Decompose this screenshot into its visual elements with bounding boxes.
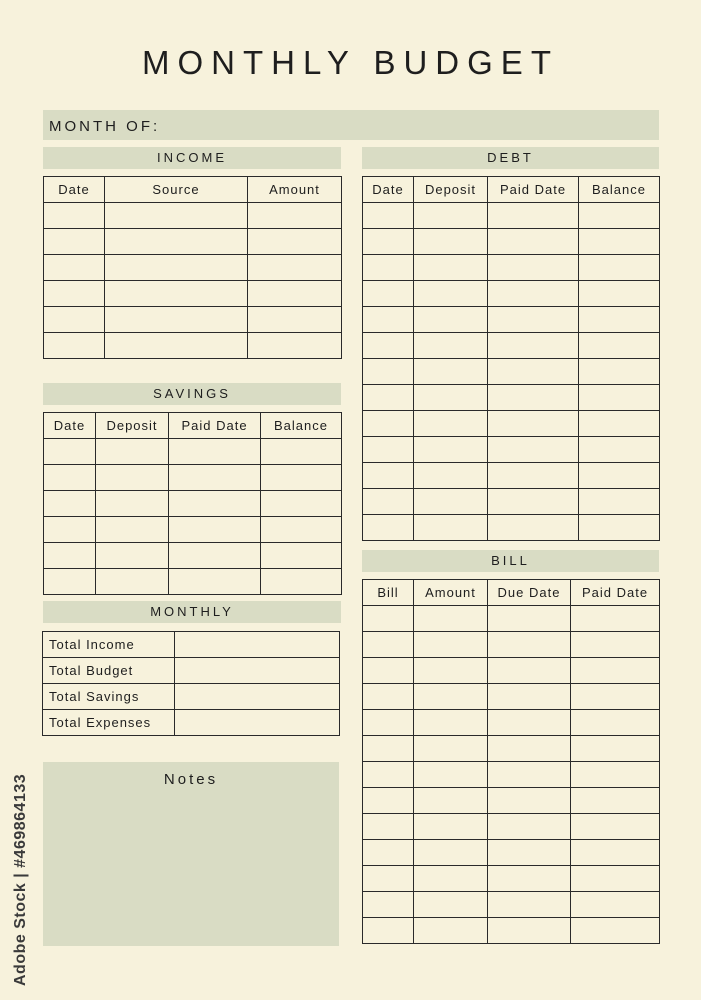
entry-cell[interactable] — [488, 281, 579, 307]
entry-cell[interactable] — [571, 866, 660, 892]
entry-cell[interactable] — [363, 606, 414, 632]
debt-col-paid-date: Paid Date — [488, 177, 579, 203]
entry-cell[interactable] — [488, 840, 571, 866]
entry-cell[interactable] — [44, 439, 96, 465]
income-header — [43, 147, 341, 169]
entry-cell[interactable] — [363, 203, 414, 229]
entry-cell[interactable] — [579, 359, 660, 385]
entry-cell[interactable] — [248, 333, 342, 359]
entry-cell[interactable] — [488, 814, 571, 840]
entry-row — [44, 255, 342, 281]
entry-cell[interactable] — [363, 710, 414, 736]
entry-row — [363, 658, 660, 684]
entry-cell[interactable] — [571, 632, 660, 658]
entry-cell[interactable] — [169, 517, 261, 543]
entry-cell[interactable] — [414, 255, 488, 281]
entry-row — [44, 465, 342, 491]
entry-cell[interactable] — [261, 439, 342, 465]
entry-cell[interactable] — [571, 840, 660, 866]
entry-row — [44, 333, 342, 359]
entry-cell[interactable] — [169, 569, 261, 595]
month-label: MONTH OF: — [49, 118, 161, 135]
income-header-row — [44, 177, 342, 203]
entry-cell[interactable] — [579, 281, 660, 307]
entry-cell[interactable] — [363, 918, 414, 944]
savings-header — [43, 383, 341, 405]
monthly-heading: MONTHLY — [150, 604, 234, 619]
entry-row — [363, 463, 660, 489]
debt-col-balance: Balance — [579, 177, 660, 203]
entry-cell[interactable] — [248, 229, 342, 255]
bill-table — [362, 579, 660, 944]
entry-cell[interactable] — [488, 333, 579, 359]
month-bar — [43, 110, 659, 140]
entry-row — [363, 489, 660, 515]
entry-cell[interactable] — [105, 307, 248, 333]
entry-cell[interactable] — [414, 606, 488, 632]
entry-cell[interactable] — [488, 229, 579, 255]
entry-cell[interactable] — [363, 229, 414, 255]
entry-row — [363, 385, 660, 411]
entry-row — [44, 439, 342, 465]
bill-col-bill: Bill — [363, 580, 414, 606]
entry-cell[interactable] — [105, 229, 248, 255]
entry-row — [363, 892, 660, 918]
entry-cell[interactable] — [363, 359, 414, 385]
entry-cell[interactable] — [363, 281, 414, 307]
summary-row — [43, 710, 340, 736]
entry-cell[interactable] — [363, 385, 414, 411]
entry-row — [363, 840, 660, 866]
entry-cell[interactable] — [363, 658, 414, 684]
entry-cell[interactable] — [363, 489, 414, 515]
bill-col-due-date: Due Date — [488, 580, 571, 606]
entry-cell[interactable] — [579, 307, 660, 333]
entry-cell[interactable] — [363, 840, 414, 866]
entry-cell[interactable] — [579, 255, 660, 281]
savings-col-paid-date: Paid Date — [169, 413, 261, 439]
entry-cell[interactable] — [261, 543, 342, 569]
entry-cell[interactable] — [248, 255, 342, 281]
entry-cell[interactable] — [571, 814, 660, 840]
entry-row — [44, 229, 342, 255]
total-expenses-label: Total Expenses — [43, 710, 175, 736]
entry-cell[interactable] — [571, 762, 660, 788]
entry-cell[interactable] — [248, 281, 342, 307]
bill-header — [362, 550, 659, 572]
entry-cell[interactable] — [571, 892, 660, 918]
entry-cell[interactable] — [414, 385, 488, 411]
entry-cell[interactable] — [571, 710, 660, 736]
entry-cell[interactable] — [169, 491, 261, 517]
entry-cell[interactable] — [248, 203, 342, 229]
summary-row — [43, 658, 340, 684]
entry-cell[interactable] — [363, 892, 414, 918]
stock-id-watermark: Adobe Stock | #469864133 — [12, 773, 29, 986]
entry-cell[interactable] — [488, 411, 579, 437]
entry-cell[interactable] — [44, 491, 96, 517]
summary-row — [43, 632, 340, 658]
entry-cell[interactable] — [363, 333, 414, 359]
entry-cell[interactable] — [414, 684, 488, 710]
entry-cell[interactable] — [571, 684, 660, 710]
entry-cell[interactable] — [363, 463, 414, 489]
entry-cell[interactable] — [579, 385, 660, 411]
entry-cell[interactable] — [414, 814, 488, 840]
monthly-header — [43, 601, 341, 623]
entry-cell[interactable] — [44, 465, 96, 491]
entry-cell[interactable] — [488, 658, 571, 684]
entry-cell[interactable] — [579, 229, 660, 255]
entry-cell[interactable] — [488, 632, 571, 658]
entry-row — [363, 203, 660, 229]
savings-col-deposit: Deposit — [96, 413, 169, 439]
entry-cell[interactable] — [414, 918, 488, 944]
entry-cell[interactable] — [363, 736, 414, 762]
entry-cell[interactable] — [579, 463, 660, 489]
entry-cell[interactable] — [414, 489, 488, 515]
entry-cell[interactable] — [414, 658, 488, 684]
entry-cell[interactable] — [169, 543, 261, 569]
entry-cell[interactable] — [414, 333, 488, 359]
summary-row — [43, 684, 340, 710]
page-title: MONTHLY BUDGET — [142, 44, 559, 81]
entry-cell[interactable] — [488, 866, 571, 892]
entry-row — [363, 684, 660, 710]
debt-heading: DEBT — [487, 150, 534, 165]
debt-col-date: Date — [363, 177, 414, 203]
notes-box[interactable] — [43, 762, 339, 946]
debt-header — [362, 147, 659, 169]
income-table — [43, 176, 342, 359]
total-budget-label: Total Budget — [43, 658, 175, 684]
entry-cell[interactable] — [579, 203, 660, 229]
entry-cell[interactable] — [261, 569, 342, 595]
entry-cell[interactable] — [414, 762, 488, 788]
entry-row — [44, 307, 342, 333]
savings-header-row — [44, 413, 342, 439]
entry-cell[interactable] — [579, 489, 660, 515]
entry-cell[interactable] — [488, 307, 579, 333]
entry-row — [363, 606, 660, 632]
entry-cell[interactable] — [363, 866, 414, 892]
bill-col-amount: Amount — [414, 580, 488, 606]
notes-label: Notes — [163, 771, 219, 788]
income-col-source: Source — [105, 177, 248, 203]
entry-row — [363, 307, 660, 333]
entry-row — [363, 359, 660, 385]
entry-row — [44, 517, 342, 543]
entry-row — [44, 281, 342, 307]
total-income-label: Total Income — [43, 632, 175, 658]
bill-heading: BILL — [491, 553, 530, 568]
debt-header-row — [363, 177, 660, 203]
entry-cell[interactable] — [363, 437, 414, 463]
debt-table — [362, 176, 660, 541]
entry-cell[interactable] — [44, 281, 105, 307]
bill-header-row — [363, 580, 660, 606]
entry-cell[interactable] — [96, 491, 169, 517]
entry-cell[interactable] — [363, 684, 414, 710]
entry-cell[interactable] — [363, 255, 414, 281]
entry-cell[interactable] — [488, 892, 571, 918]
entry-cell[interactable] — [414, 736, 488, 762]
entry-cell[interactable] — [44, 517, 96, 543]
entry-cell[interactable] — [105, 255, 248, 281]
entry-cell[interactable] — [169, 439, 261, 465]
entry-cell[interactable] — [105, 203, 248, 229]
bill-col-paid-date: Paid Date — [571, 580, 660, 606]
savings-col-date: Date — [44, 413, 96, 439]
income-col-date: Date — [44, 177, 105, 203]
entry-cell[interactable] — [488, 359, 579, 385]
total-savings-value[interactable] — [175, 684, 340, 710]
entry-row — [363, 229, 660, 255]
entry-cell[interactable] — [488, 918, 571, 944]
entry-cell[interactable] — [363, 307, 414, 333]
entry-cell[interactable] — [579, 333, 660, 359]
entry-row — [363, 866, 660, 892]
entry-cell[interactable] — [44, 307, 105, 333]
entry-row — [363, 515, 660, 541]
entry-cell[interactable] — [488, 762, 571, 788]
entry-row — [363, 710, 660, 736]
entry-cell[interactable] — [248, 307, 342, 333]
entry-cell[interactable] — [44, 569, 96, 595]
entry-cell[interactable] — [414, 866, 488, 892]
entry-cell[interactable] — [579, 515, 660, 541]
entry-cell[interactable] — [414, 359, 488, 385]
entry-cell[interactable] — [363, 788, 414, 814]
entry-cell[interactable] — [488, 489, 579, 515]
entry-cell[interactable] — [363, 515, 414, 541]
entry-row — [363, 814, 660, 840]
entry-cell[interactable] — [414, 203, 488, 229]
entry-cell[interactable] — [488, 684, 571, 710]
savings-table — [43, 412, 342, 595]
entry-row — [44, 569, 342, 595]
entry-cell[interactable] — [579, 437, 660, 463]
entry-cell[interactable] — [488, 736, 571, 762]
entry-cell[interactable] — [488, 437, 579, 463]
entry-cell[interactable] — [414, 840, 488, 866]
entry-cell[interactable] — [579, 411, 660, 437]
entry-cell[interactable] — [96, 517, 169, 543]
entry-cell[interactable] — [261, 491, 342, 517]
entry-cell[interactable] — [414, 710, 488, 736]
monthly-summary-table — [42, 631, 340, 736]
entry-cell[interactable] — [414, 307, 488, 333]
entry-cell[interactable] — [261, 517, 342, 543]
entry-cell[interactable] — [363, 762, 414, 788]
entry-cell[interactable] — [414, 229, 488, 255]
entry-cell[interactable] — [571, 918, 660, 944]
entry-cell[interactable] — [169, 465, 261, 491]
total-expenses-value[interactable] — [175, 710, 340, 736]
income-heading: INCOME — [157, 150, 227, 165]
entry-row — [363, 736, 660, 762]
entry-cell[interactable] — [96, 543, 169, 569]
entry-row — [363, 281, 660, 307]
entry-cell[interactable] — [363, 411, 414, 437]
entry-row — [363, 437, 660, 463]
entry-cell[interactable] — [44, 229, 105, 255]
entry-cell[interactable] — [105, 333, 248, 359]
entry-cell[interactable] — [414, 892, 488, 918]
entry-cell[interactable] — [414, 515, 488, 541]
entry-cell[interactable] — [414, 632, 488, 658]
entry-cell[interactable] — [488, 463, 579, 489]
entry-cell[interactable] — [488, 606, 571, 632]
entry-cell[interactable] — [96, 439, 169, 465]
entry-cell[interactable] — [414, 437, 488, 463]
entry-cell[interactable] — [488, 788, 571, 814]
entry-cell[interactable] — [44, 333, 105, 359]
entry-cell[interactable] — [414, 281, 488, 307]
entry-row — [44, 491, 342, 517]
entry-cell[interactable] — [571, 788, 660, 814]
entry-row — [363, 632, 660, 658]
entry-row — [363, 411, 660, 437]
total-budget-value[interactable] — [175, 658, 340, 684]
entry-cell[interactable] — [44, 255, 105, 281]
savings-col-balance: Balance — [261, 413, 342, 439]
debt-col-deposit: Deposit — [414, 177, 488, 203]
income-col-amount: Amount — [248, 177, 342, 203]
entry-cell[interactable] — [571, 658, 660, 684]
entry-cell[interactable] — [488, 385, 579, 411]
entry-cell[interactable] — [488, 515, 579, 541]
entry-cell[interactable] — [488, 203, 579, 229]
entry-cell[interactable] — [261, 465, 342, 491]
entry-row — [44, 203, 342, 229]
entry-cell[interactable] — [363, 814, 414, 840]
entry-cell[interactable] — [44, 543, 96, 569]
entry-cell[interactable] — [488, 710, 571, 736]
total-income-value[interactable] — [175, 632, 340, 658]
entry-cell[interactable] — [363, 632, 414, 658]
entry-row — [363, 918, 660, 944]
entry-cell[interactable] — [488, 255, 579, 281]
entry-row — [363, 788, 660, 814]
entry-cell[interactable] — [44, 203, 105, 229]
entry-cell[interactable] — [571, 736, 660, 762]
entry-row — [363, 762, 660, 788]
entry-cell[interactable] — [414, 411, 488, 437]
entry-row — [363, 255, 660, 281]
savings-heading: SAVINGS — [153, 386, 231, 401]
entry-cell[interactable] — [105, 281, 248, 307]
entry-cell[interactable] — [414, 463, 488, 489]
entry-cell[interactable] — [414, 788, 488, 814]
entry-row — [363, 333, 660, 359]
entry-cell[interactable] — [96, 569, 169, 595]
entry-cell[interactable] — [96, 465, 169, 491]
total-savings-label: Total Savings — [43, 684, 175, 710]
entry-row — [44, 543, 342, 569]
entry-cell[interactable] — [571, 606, 660, 632]
